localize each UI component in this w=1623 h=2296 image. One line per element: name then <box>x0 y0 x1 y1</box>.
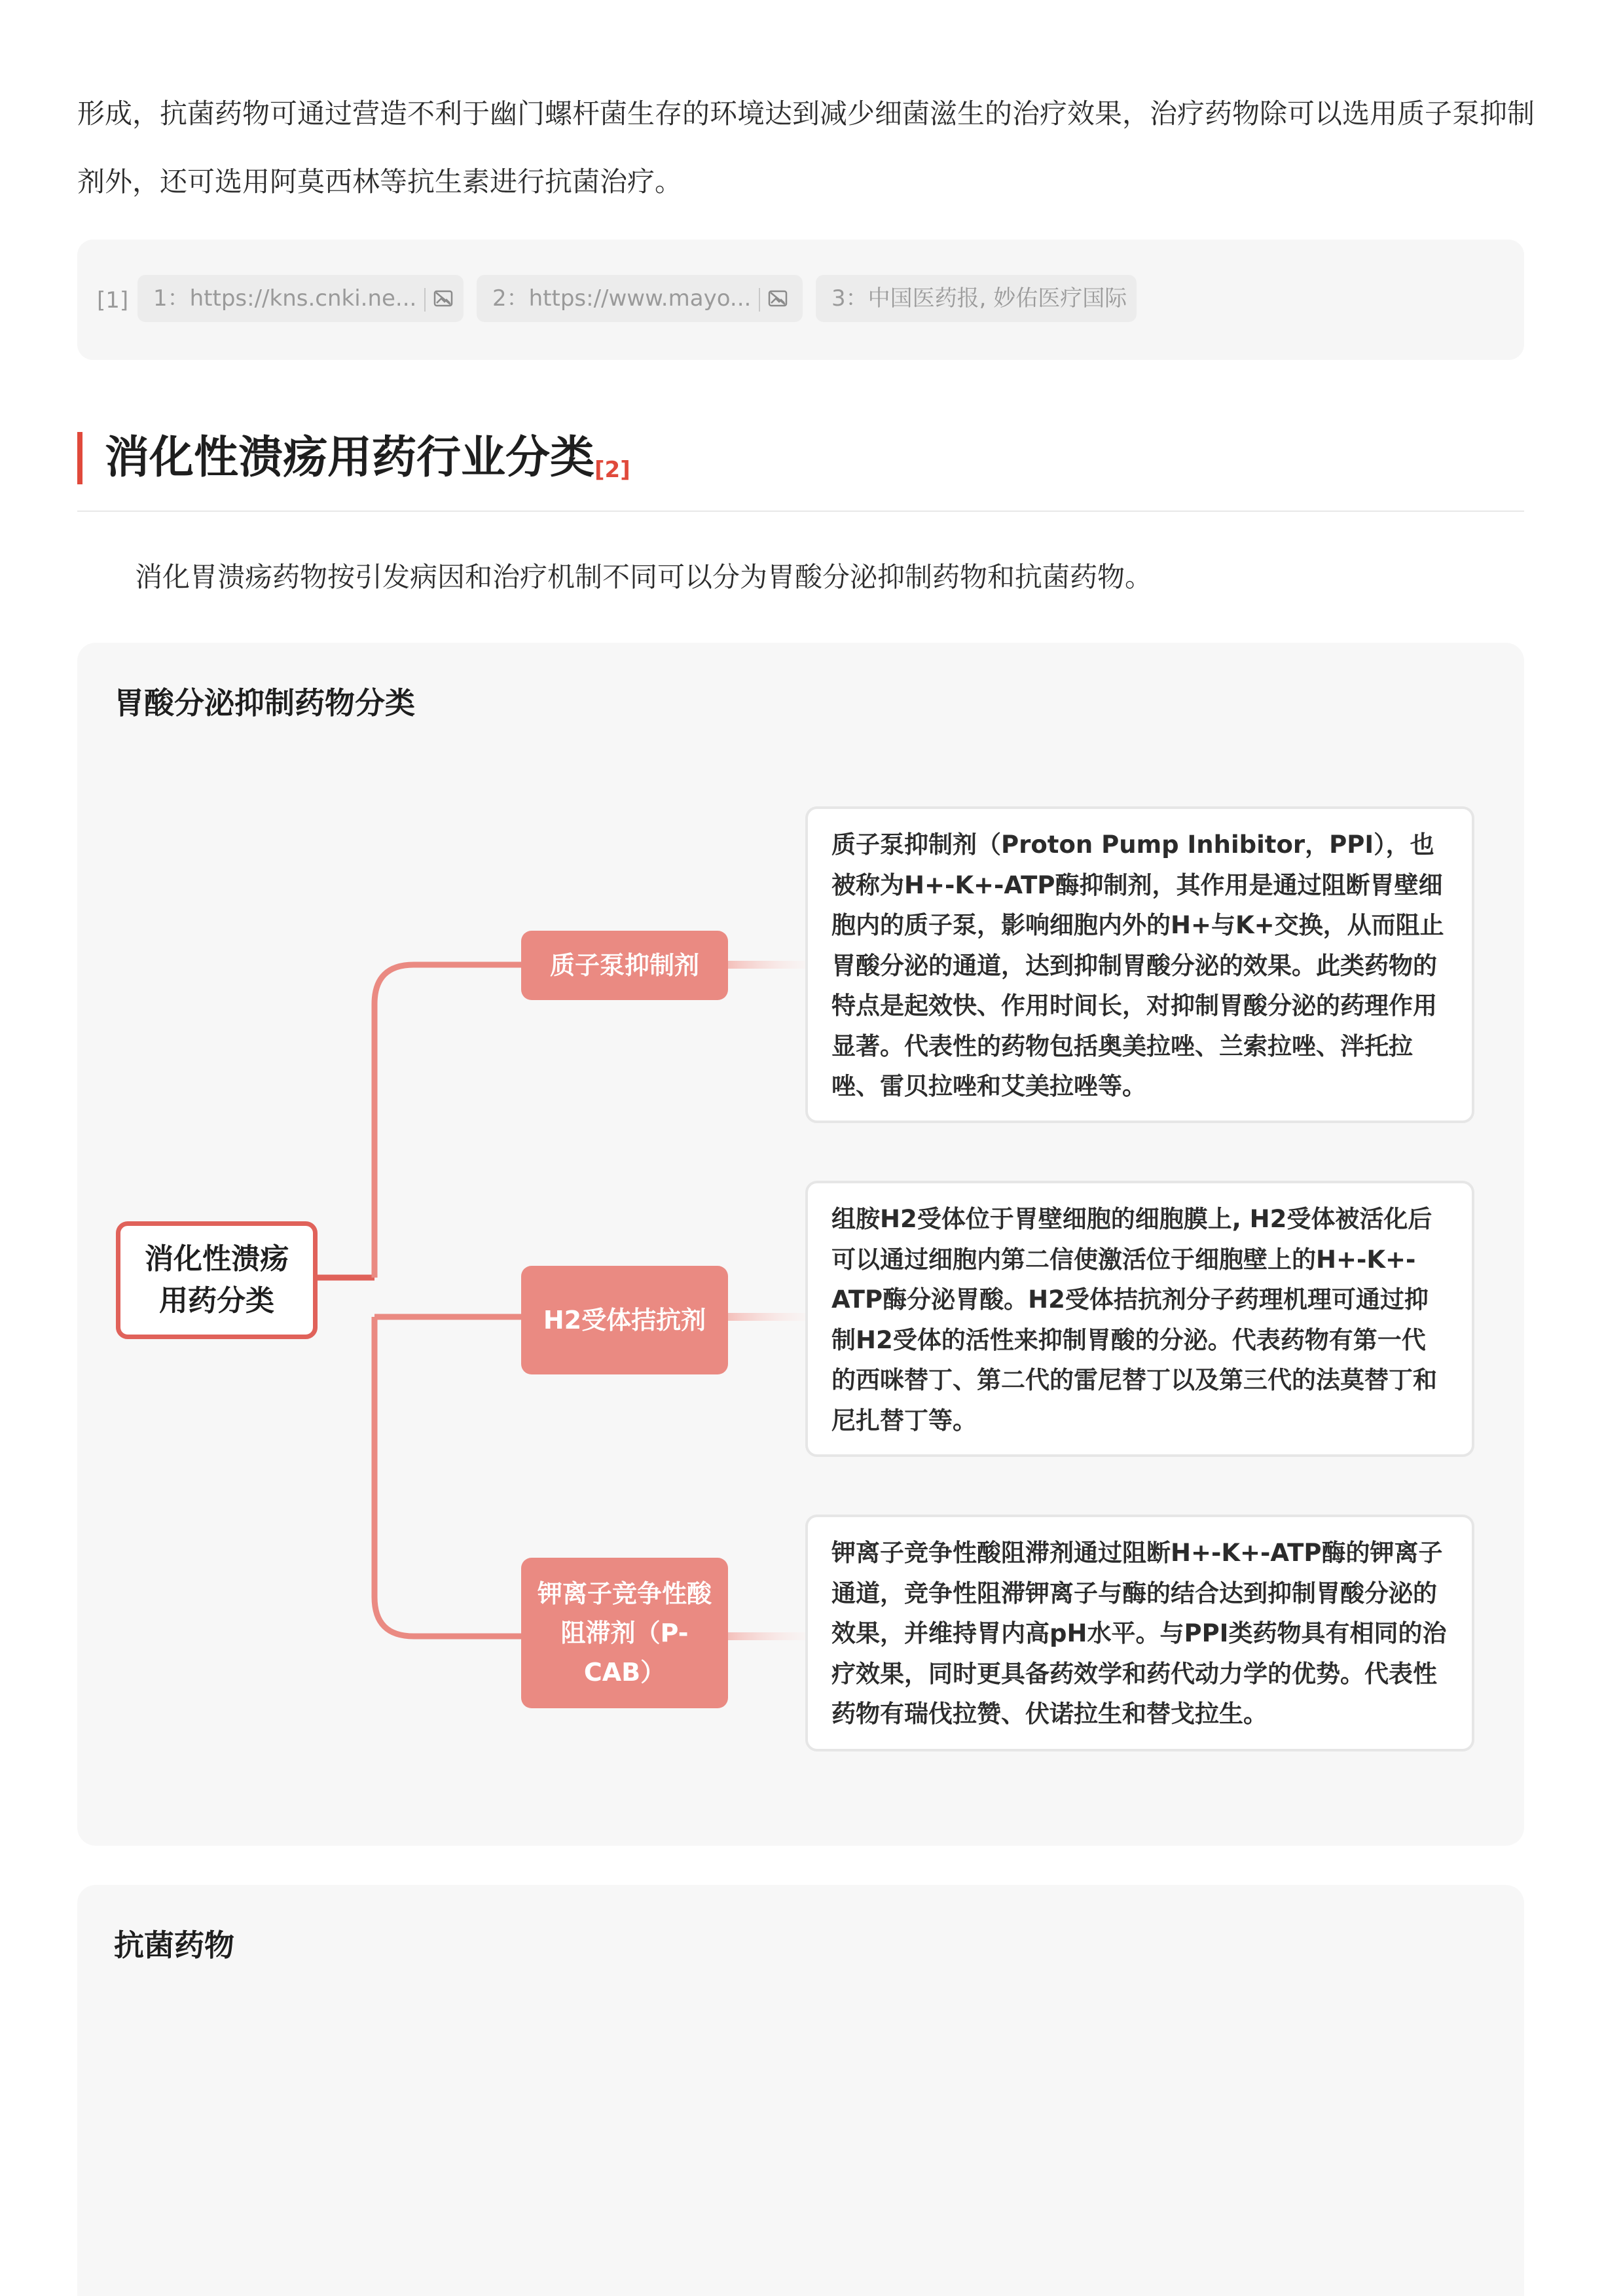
chip-separator <box>759 288 760 312</box>
section-title-text: 消化性溃疡用药行业分类 <box>105 432 595 484</box>
mindmap-desc-ppi: 质子泵抑制剂（Proton Pump Inhibitor，PPI），也被称为H+-K+-ATP酶抑制剂，其作用是通过阻断胃壁细胞内的质子泵，影响细胞内外的H+与K+交换，从而阻止胃酸分泌的通道，达到抑制胃酸分泌的效果。此类药物的特点是起效快、作用时间长，对抑制胃酸分泌的药理作用显著。代表性的药物包括奥美拉唑、兰索拉唑、泮托拉唑、雷贝拉唑和艾美拉唑等。 <box>805 806 1474 1123</box>
reference-chip-label: 2：https://www.mayo... <box>492 285 752 312</box>
section-accent-bar <box>77 432 82 484</box>
section-divider <box>77 511 1524 512</box>
reference-chip-1[interactable] <box>137 275 464 322</box>
mindmap-branch-pcab: 钾离子竞争性酸阻滞剂（P-CAB） <box>521 1558 728 1708</box>
mindmap-branch-h2: H2受体拮抗剂 <box>521 1266 728 1374</box>
reference-chip-2[interactable] <box>477 275 803 322</box>
reference-chip-label: 3：中国医药报, 妙佑医疗国际 <box>831 285 1127 312</box>
mindmap-branch-ppi: 质子泵抑制剂 <box>521 931 728 1000</box>
reference-chip-label: 1：https://kns.cnki.ne... <box>153 285 417 312</box>
section-reference-link[interactable]: [2] <box>594 457 630 483</box>
antibacterial-panel <box>77 1885 1524 2296</box>
reference-index: [1] <box>97 287 129 314</box>
image-icon <box>768 276 788 323</box>
panel-title: 胃酸分泌抑制药物分类 <box>114 685 415 721</box>
mindmap-root: 消化性溃疡用药分类 <box>116 1221 318 1339</box>
mindmap-desc-pcab: 钾离子竞争性酸阻滞剂通过阻断H+-K+-ATP酶的钾离子通道，竞争性阻滞钾离子与酶的结合达到抑制胃酸分泌的效果，并维持胃内高pH水平。与PPI类药物具有相同的治疗效果，同时更具备药效学和药代动力学的优势。代表性药物有瑞伐拉赞、伏诺拉生和替戈拉生。 <box>805 1515 1474 1751</box>
panel-title: 抗菌药物 <box>114 1928 234 1963</box>
mindmap-desc-h2: 组胺H2受体位于胃壁细胞的细胞膜上, H2受体被活化后可以通过细胞内第二信使激活位于细胞壁上的H+-K+-ATP酶分泌胃酸。H2受体拮抗剂分子药理机理可通过抑制H2受体的活性来抑制胃酸的分泌。代表药物有第一代的西咪替丁、第二代的雷尼替丁以及第三代的法莫替丁和尼扎替丁等。 <box>805 1181 1474 1457</box>
section-title <box>105 425 630 491</box>
image-icon <box>433 276 453 323</box>
section-lead: 消化胃溃疡药物按引发病因和治疗机制不同可以分为胃酸分泌抑制药物和抗菌药物。 <box>135 561 1153 593</box>
reference-box <box>77 240 1524 360</box>
intro-paragraph: 形成，抗菌药物可通过营造不利于幽门螺杆菌生存的环境达到减少细菌滋生的治疗效果，治疗药物除可以选用质子泵抑制剂外，还可选用阿莫西林等抗生素进行抗菌治疗。 <box>77 98 1535 198</box>
reference-chip-3[interactable] <box>816 275 1137 322</box>
chip-separator <box>424 288 426 312</box>
